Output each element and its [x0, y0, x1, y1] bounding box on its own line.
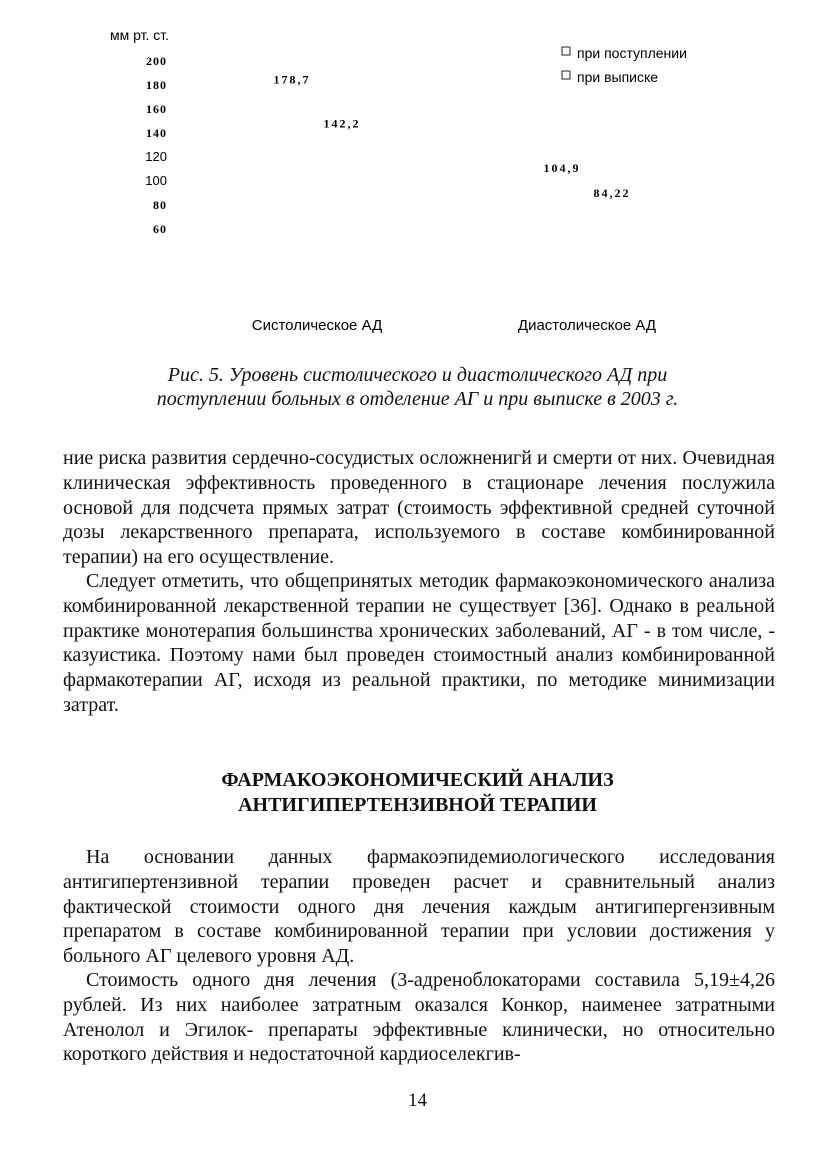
bar-chart	[0, 0, 835, 345]
legend-label-admission: при поступлении	[577, 45, 687, 61]
bar-value-label: 178,7	[273, 72, 311, 87]
bar-value-label: 104,9	[543, 161, 581, 176]
legend-swatch-admission	[562, 47, 570, 55]
y-tick-label: 80	[153, 198, 167, 212]
section-heading-line-2: АНТИГИПЕРТЕНЗИВНОЙ ТЕРАПИИ	[238, 794, 597, 816]
caption-line-1: Рис. 5. Уровень систолического и диастолического АД при	[167, 364, 668, 386]
y-tick-label: 140	[146, 126, 167, 140]
bar-value-label: 84,22	[593, 185, 631, 200]
paragraph-3: На основании данных фармакоэпидемиологического исследования антигипертензивной терапии проведен расчет и сравнительный анализ фактической стоимости одного дня лечения каждым антигипергензивным препаратом в составе комбинированной терапии при условии достижения у больного АГ целевого уровня АД.	[63, 846, 775, 968]
y-axis-ticks	[145, 54, 167, 236]
y-tick-label: 180	[146, 78, 167, 92]
figure-caption	[60, 363, 775, 411]
y-tick-label: 160	[146, 102, 167, 116]
legend-label-discharge: при выписке	[577, 69, 659, 85]
legend-swatch-discharge	[562, 71, 570, 79]
page-number: 14	[408, 1090, 427, 1111]
category-label: Диастолическое АД	[517, 317, 657, 334]
data-labels-group	[274, 73, 631, 200]
paragraph-2: Следует отметить, что общепринятых методик фармакоэкономического анализа комбинированной лекарственной терапии не существует [36]. Однако в реальной практике монотерапия большинства хронических заболеваний, АГ - в том числе, - казуистика. Поэтому нами был проведен стоимостный анализ комбинированной фармакотерапии АГ, исходя из реальной практики, по методике минимизации затрат.	[63, 570, 775, 716]
y-tick-label: 200	[146, 54, 167, 68]
y-tick-label: 100	[145, 173, 167, 188]
caption-line-2: поступлении больных в отделение АГ и при выписке в 2003 г.	[156, 388, 679, 410]
legend	[562, 45, 687, 85]
category-labels	[252, 317, 656, 334]
y-tick-label: 60	[153, 222, 167, 236]
paragraph-1: ние риска развития сердечно-сосудистых осложненигй и смерти от них. Очевидная клиническая эффективность проведенного в стационаре лечения послужила основой для подсчета прямых затрат (стоимость эффективной средней суточной дозы лекарственного препарата, используемого в составе комбинированной терапии) на его осуществление.	[63, 447, 775, 569]
y-tick-label: 120	[145, 149, 167, 164]
category-label: Систолическое АД	[251, 317, 383, 334]
paragraph-4: Стоимость одного дня лечения (3-адреноблокаторами составила 5,19±4,26 рублей. Из них наиболее затратным оказался Конкор, наименее затратными Атенолол и Эгилок- препараты эффективные клинически, но относительно короткого действия и недостаточной кардиоселекгив-	[63, 969, 775, 1066]
bar-value-label: 142,2	[323, 116, 361, 131]
y-axis-label: мм рт. ст.	[110, 27, 170, 43]
section-heading-line-1: ФАРМАКОЭКОНОМИЧЕСКИЙ АНАЛИЗ	[221, 769, 614, 791]
